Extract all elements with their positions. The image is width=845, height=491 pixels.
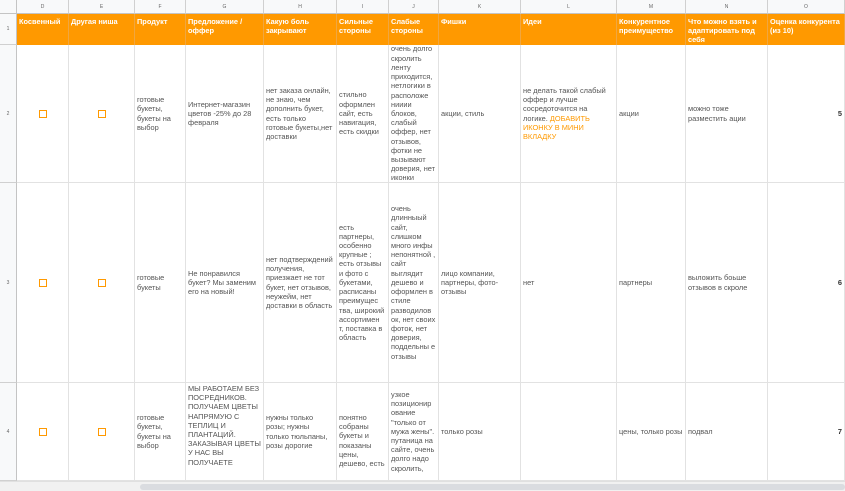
header-other-niche[interactable]: Другая ниша	[69, 14, 135, 45]
table-cell[interactable]	[521, 45, 617, 183]
cell-text: выложить боьше отзывов в скроле	[688, 273, 748, 292]
table-cell[interactable]	[768, 183, 845, 383]
table-cell[interactable]	[17, 45, 69, 183]
table-cell[interactable]	[337, 383, 389, 481]
header-features[interactable]: Фишки	[439, 14, 521, 45]
cell-text: только розы	[441, 426, 483, 436]
cell-text: цены, только розы	[619, 426, 683, 436]
indirect-checkbox[interactable]	[39, 428, 47, 436]
table-cell[interactable]	[264, 183, 337, 383]
column-header-f[interactable]: F	[135, 0, 186, 14]
indirect-checkbox[interactable]	[39, 279, 47, 287]
idea-highlight-text: ДОБАВИТЬ ИКОНКУ В МИНИ ВКЛАДКУ	[523, 113, 590, 141]
idea-text: не делать такой слабый оффер и лучше сосредоточится на логике.	[523, 85, 606, 123]
row-header-2[interactable]: 2	[0, 45, 17, 183]
other-niche-checkbox[interactable]	[98, 279, 106, 287]
cell-text: есть партнеры, особенно крупные ; есть отзывы и фото с букетами, расписаны преимущес тва, широкий ассортимен т, поставка в область	[339, 222, 385, 343]
table-cell[interactable]	[439, 383, 521, 481]
row-header-3[interactable]: 3	[0, 183, 17, 383]
select-all-corner[interactable]	[0, 0, 17, 14]
table-cell[interactable]	[686, 183, 768, 383]
table-cell[interactable]	[389, 183, 439, 383]
row-header-1[interactable]: 1	[0, 14, 17, 45]
table-cell[interactable]	[264, 383, 337, 481]
cell-text: лицо компании, партнеры, фото-отзывы	[441, 268, 499, 297]
header-pain[interactable]: Какую боль закрывают	[264, 14, 337, 45]
cell-text: нужны только розы; нужны только тюльпаны, розы дорогие	[266, 413, 328, 450]
column-header-h[interactable]: H	[264, 0, 337, 14]
cell-text: нет	[523, 277, 535, 287]
table-cell[interactable]	[439, 45, 521, 183]
header-rating[interactable]: Оценка конкурента (из 10)	[768, 14, 845, 45]
table-cell[interactable]	[617, 383, 686, 481]
scrollbar-thumb[interactable]	[140, 484, 845, 490]
table-cell[interactable]	[337, 183, 389, 383]
cell-text: стильно оформлен сайт, есть навигация, есть скидки	[339, 90, 379, 137]
table-cell[interactable]	[186, 45, 264, 183]
table-cell[interactable]	[389, 45, 439, 183]
table-cell[interactable]	[17, 183, 69, 383]
cell-text: готовые букеты, букеты на выбор	[137, 413, 171, 450]
header-product[interactable]: Продукт	[135, 14, 186, 45]
column-header-g[interactable]: G	[186, 0, 264, 14]
table-cell[interactable]	[521, 183, 617, 383]
other-niche-checkbox[interactable]	[98, 428, 106, 436]
row-header-4[interactable]: 4	[0, 383, 17, 481]
table-cell[interactable]	[17, 383, 69, 481]
table-cell[interactable]	[521, 383, 617, 481]
rating-value: 5	[837, 108, 842, 118]
table-cell[interactable]	[686, 45, 768, 183]
cell-text: партнеры	[619, 277, 653, 287]
column-header-m[interactable]: M	[617, 0, 686, 14]
table-cell[interactable]	[135, 183, 186, 383]
cell-text: понятно собраны букеты и показаны цены, дешево, есть	[339, 413, 385, 469]
cell-text: Не понравился букет? Мы заменим его на новый!	[188, 268, 256, 297]
horizontal-scrollbar[interactable]	[0, 481, 845, 491]
column-header-i[interactable]: I	[337, 0, 389, 14]
cell-text: Интернет-магазин цветов -25% до 28 февраля	[188, 99, 252, 128]
cell-text: нет подтверждений получения, приезжает не тот букет, нет отзывов, неужейм, нет доставки в область	[266, 254, 333, 310]
cell-text: акции	[619, 108, 639, 118]
cell-text: очень долго скролить ленту приходится, нетлогики в расположе нииии блоков, слабый оффер, нет отзывов, фотки не вызывают доверия, нет иконки	[391, 45, 436, 183]
table-cell[interactable]	[69, 183, 135, 383]
cell-text: нет заказа онлайн, не знаю, чем дополнить букет, есть только готовые букеты,нет доставки	[266, 85, 333, 141]
header-can-take[interactable]: Что можно взять и адаптировать под себя	[686, 14, 768, 45]
cell-text: готовые букеты, букеты на выбор	[137, 95, 171, 132]
column-header-d[interactable]: D	[17, 0, 69, 14]
table-cell[interactable]	[69, 45, 135, 183]
cell-text: можно тоже разместить ации	[688, 104, 746, 123]
table-cell[interactable]	[439, 183, 521, 383]
other-niche-checkbox[interactable]	[98, 110, 106, 118]
cell-text: очень длинныый сайт, слишком много инфы непонятной , сайт выглядит дешево и оформлен в стиле разводилов ок, нет своих фоток, нет доверия, поддельны е отзывы	[391, 204, 436, 361]
table-cell[interactable]	[617, 183, 686, 383]
column-header-l[interactable]: L	[521, 0, 617, 14]
cell-text: акции, стиль	[441, 108, 485, 118]
header-competitive-advantage[interactable]: Конкурентное преимущество	[617, 14, 686, 45]
table-cell[interactable]	[768, 45, 845, 183]
cell-text: узкое позиционир ование "только от мужа жены". путаница на сайте, очень долго надо скролить,	[391, 390, 435, 473]
table-cell[interactable]	[617, 45, 686, 183]
table-cell[interactable]	[69, 383, 135, 481]
table-cell[interactable]	[686, 383, 768, 481]
column-header-e[interactable]: E	[69, 0, 135, 14]
column-header-j[interactable]: J	[389, 0, 439, 14]
cell-text: подвал	[688, 426, 713, 436]
table-cell[interactable]	[389, 383, 439, 481]
indirect-checkbox[interactable]	[39, 110, 47, 118]
table-cell[interactable]	[264, 45, 337, 183]
header-weaknesses[interactable]: Слабые стороны	[389, 14, 439, 45]
cell-text	[523, 86, 614, 141]
table-cell[interactable]	[135, 45, 186, 183]
table-cell[interactable]	[186, 183, 264, 383]
column-header-k[interactable]: K	[439, 0, 521, 14]
table-cell[interactable]	[768, 383, 845, 481]
header-offer[interactable]: Предложение / оффер	[186, 14, 264, 45]
rating-value: 6	[837, 277, 842, 287]
table-cell[interactable]	[135, 383, 186, 481]
header-ideas[interactable]: Идеи	[521, 14, 617, 45]
header-strengths[interactable]: Сильные стороны	[337, 14, 389, 45]
rating-value: 7	[837, 426, 842, 436]
column-header-n[interactable]: N	[686, 0, 768, 14]
cell-text: готовые букеты	[137, 273, 165, 292]
header-indirect[interactable]: Косвенный	[17, 14, 69, 45]
table-cell[interactable]	[186, 383, 264, 481]
cell-text: МЫ РАБОТАЕМ БЕЗ ПОСРЕДНИКОВ. ПОЛУЧАЕМ ЦВЕТЫ НАПРЯМУЮ С ТЕПЛИЦ И ПЛАНТАЦИЙ. ЗАКАЗЫВАЯ ЦВЕТЫ У НАС ВЫ ПОЛУЧАЕТЕ	[188, 384, 261, 467]
column-header-o[interactable]: O	[768, 0, 845, 14]
table-cell[interactable]	[337, 45, 389, 183]
